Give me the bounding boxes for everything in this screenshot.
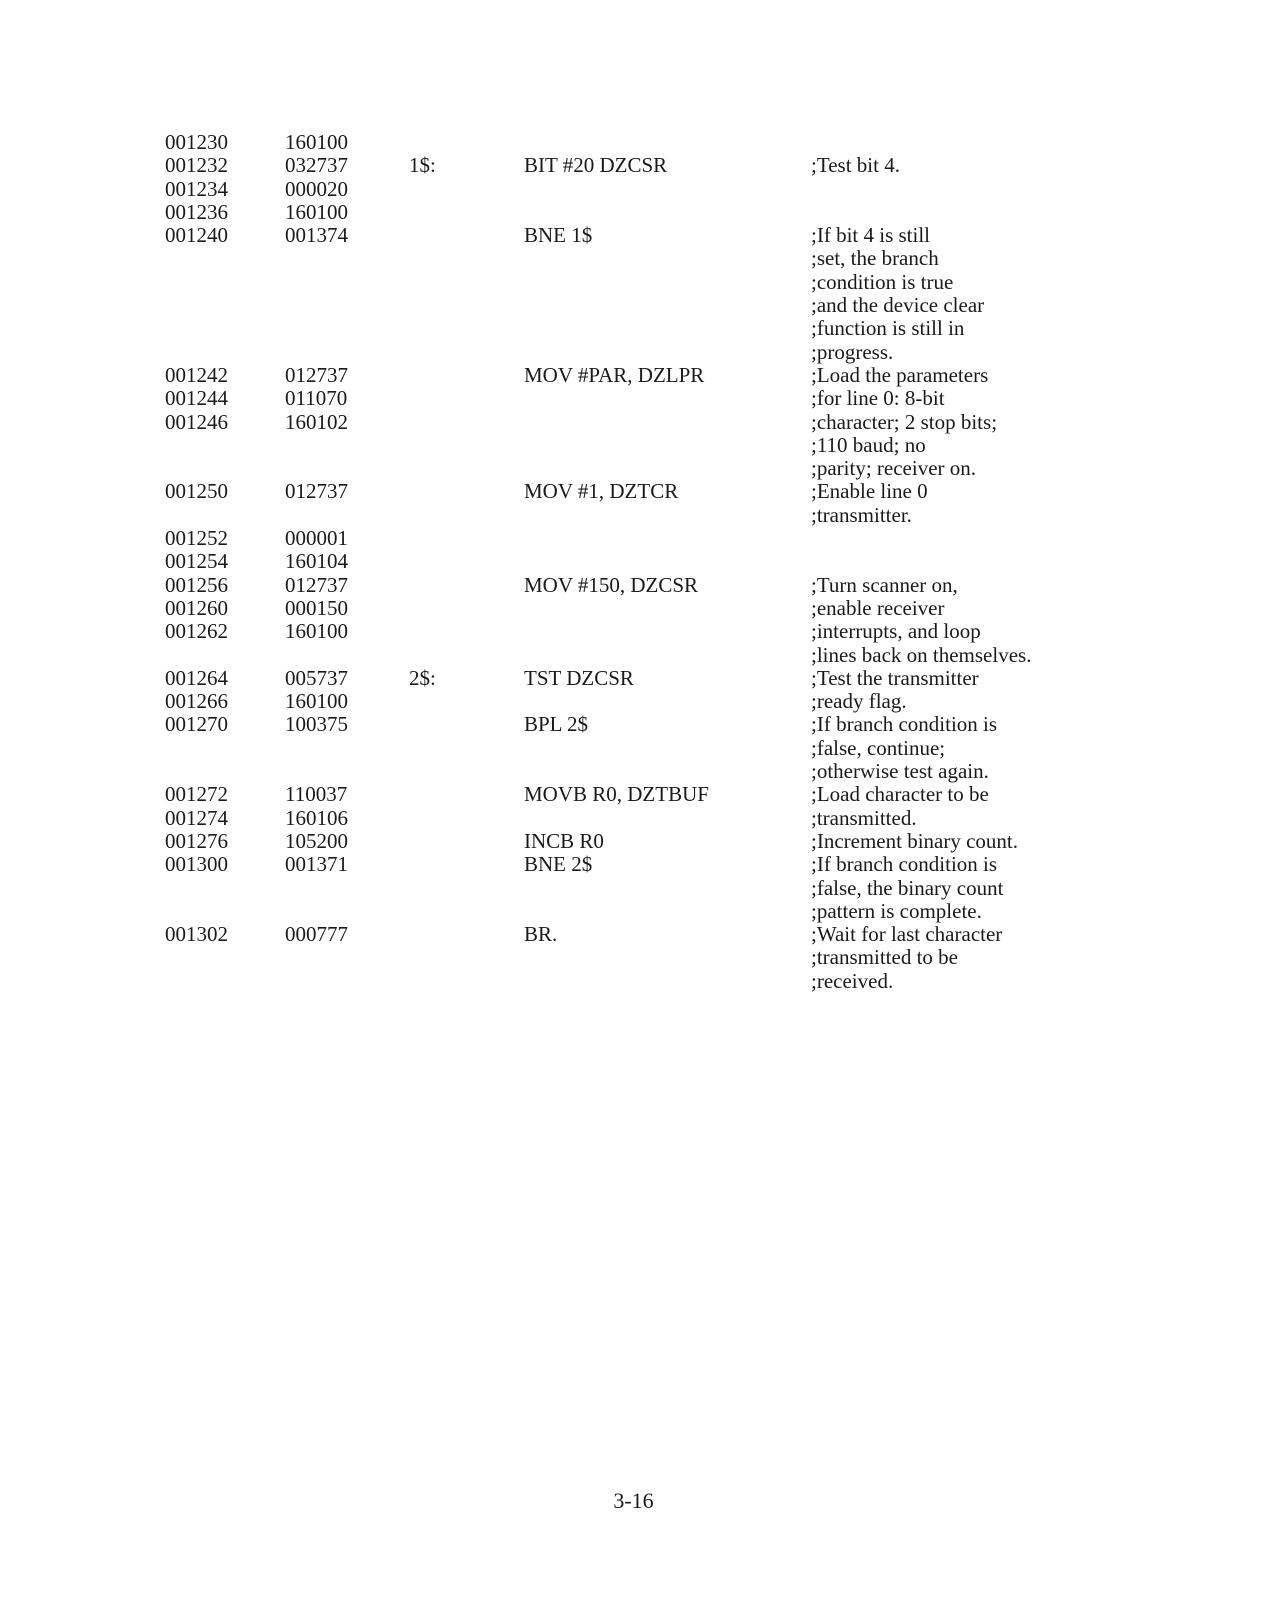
comment-cell: ;Load the parameters: [811, 362, 989, 387]
address-cell: 001256: [165, 572, 228, 597]
listing-row: [165, 201, 1245, 224]
page-number: 3-16: [613, 1488, 654, 1513]
listing-row: [165, 154, 1245, 177]
octal-word-cell: 160104: [285, 549, 348, 574]
instruction-cell: INCB R0: [524, 828, 604, 853]
address-cell: 001236: [165, 199, 228, 224]
address-cell: 001252: [165, 526, 228, 551]
comment-cell: ;Load character to be: [811, 782, 989, 807]
listing-row: [165, 224, 1245, 247]
comment-cell: ;received.: [811, 968, 894, 993]
listing-row: [165, 807, 1245, 830]
octal-word-cell: 000150: [285, 595, 348, 620]
listing-row: [165, 131, 1245, 154]
address-cell: 001262: [165, 619, 228, 644]
octal-word-cell: 160106: [285, 805, 348, 830]
octal-word-cell: 012737: [285, 479, 348, 504]
listing-row: [165, 737, 1245, 760]
comment-cell: ;false, the binary count: [811, 875, 1004, 900]
listing-row: [165, 900, 1245, 923]
comment-cell: ;transmitted to be: [811, 945, 958, 970]
listing-row: [165, 317, 1245, 340]
octal-word-cell: 012737: [285, 362, 348, 387]
listing-row: [165, 434, 1245, 457]
listing-row: [165, 597, 1245, 620]
listing-row: [165, 480, 1245, 503]
comment-cell: ;110 baud; no: [811, 432, 926, 457]
octal-word-cell: 000001: [285, 526, 348, 551]
comment-cell: ;for line 0: 8-bit: [811, 386, 945, 411]
comment-cell: ;parity; receiver on.: [811, 456, 977, 481]
address-cell: 001240: [165, 223, 228, 248]
instruction-cell: MOV #150, DZCSR: [524, 572, 699, 597]
comment-cell: ;Test the transmitter: [811, 665, 979, 690]
comment-cell: ;Wait for last character: [811, 922, 1003, 947]
comment-cell: ;and the device clear: [811, 293, 985, 318]
listing-row: [165, 550, 1245, 573]
listing-row: [165, 667, 1245, 690]
comment-cell: ;If branch condition is: [811, 852, 998, 877]
octal-word-cell: 000777: [285, 922, 348, 947]
octal-word-cell: 160100: [285, 130, 348, 154]
instruction-cell: MOVB R0, DZTBUF: [524, 782, 709, 807]
instruction-cell: TST DZCSR: [524, 665, 634, 690]
listing-row: [165, 970, 1245, 993]
listing-row: [165, 853, 1245, 876]
listing-row: [165, 620, 1245, 643]
label-cell: 2$:: [409, 665, 436, 690]
comment-cell: ;pattern is complete.: [811, 898, 982, 923]
address-cell: 001266: [165, 689, 228, 714]
address-cell: 001234: [165, 176, 228, 201]
listing-row: [165, 341, 1245, 364]
comment-cell: ;transmitted.: [811, 805, 917, 830]
listing-row: [165, 411, 1245, 434]
address-cell: 001300: [165, 852, 228, 877]
octal-word-cell: 032737: [285, 153, 348, 178]
comment-cell: ;enable receiver: [811, 595, 945, 620]
comment-cell: ;If bit 4 is still: [811, 223, 931, 248]
octal-word-cell: 012737: [285, 572, 348, 597]
address-cell: 001232: [165, 153, 228, 178]
listing-row: [165, 877, 1245, 900]
assembly-listing: [165, 131, 1245, 993]
comment-cell: ;condition is true: [811, 269, 954, 294]
octal-word-cell: 105200: [285, 828, 348, 853]
address-cell: 001250: [165, 479, 228, 504]
listing-row: [165, 271, 1245, 294]
address-cell: 001246: [165, 409, 228, 434]
address-cell: 001276: [165, 828, 228, 853]
address-cell: 001302: [165, 922, 228, 947]
octal-word-cell: 005737: [285, 665, 348, 690]
address-cell: 001244: [165, 386, 228, 411]
octal-word-cell: 001371: [285, 852, 348, 877]
address-cell: 001264: [165, 665, 228, 690]
comment-cell: ;character; 2 stop bits;: [811, 409, 998, 434]
address-cell: 001270: [165, 712, 228, 737]
comment-cell: ;otherwise test again.: [811, 759, 989, 784]
listing-row: [165, 294, 1245, 317]
octal-word-cell: 160102: [285, 409, 348, 434]
instruction-cell: BNE 2$: [524, 852, 593, 877]
octal-word-cell: 160100: [285, 199, 348, 224]
address-cell: 001272: [165, 782, 228, 807]
address-cell: 001274: [165, 805, 228, 830]
listing-row: [165, 830, 1245, 853]
octal-word-cell: 100375: [285, 712, 348, 737]
address-cell: 001254: [165, 549, 228, 574]
comment-cell: ;Enable line 0: [811, 479, 928, 504]
listing-row: [165, 690, 1245, 713]
comment-cell: ;progress.: [811, 339, 894, 364]
comment-cell: ;false, continue;: [811, 735, 946, 760]
address-cell: 001260: [165, 595, 228, 620]
listing-row: [165, 923, 1245, 946]
instruction-cell: BIT #20 DZCSR: [524, 153, 668, 178]
comment-cell: ;transmitter.: [811, 502, 912, 527]
listing-row: [165, 504, 1245, 527]
octal-word-cell: 160100: [285, 689, 348, 714]
instruction-cell: BR.: [524, 922, 558, 947]
address-cell: 001242: [165, 362, 228, 387]
comment-cell: ;set, the branch: [811, 246, 939, 271]
octal-word-cell: 000020: [285, 176, 348, 201]
listing-row: [165, 760, 1245, 783]
listing-row: [165, 178, 1245, 201]
listing-row: [165, 713, 1245, 736]
listing-row: [165, 364, 1245, 387]
instruction-cell: BPL 2$: [524, 712, 588, 737]
octal-word-cell: 160100: [285, 619, 348, 644]
listing-row: [165, 527, 1245, 550]
label-cell: 1$:: [409, 153, 436, 178]
comment-cell: ;lines back on themselves.: [811, 642, 1032, 667]
comment-cell: ;Turn scanner on,: [811, 572, 958, 597]
listing-row: [165, 946, 1245, 969]
comment-cell: ;ready flag.: [811, 689, 907, 714]
comment-cell: ;If branch condition is: [811, 712, 998, 737]
instruction-cell: MOV #1, DZTCR: [524, 479, 679, 504]
comment-cell: ;Test bit 4.: [811, 153, 900, 178]
listing-row: [165, 457, 1245, 480]
comment-cell: ;Increment binary count.: [811, 828, 1019, 853]
instruction-cell: BNE 1$: [524, 223, 593, 248]
octal-word-cell: 001374: [285, 223, 348, 248]
listing-row: [165, 574, 1245, 597]
listing-row: [165, 783, 1245, 806]
comment-cell: ;interrupts, and loop: [811, 619, 981, 644]
octal-word-cell: 110037: [285, 782, 348, 807]
listing-row: [165, 247, 1245, 270]
listing-row: [165, 387, 1245, 410]
octal-word-cell: 011070: [285, 386, 348, 411]
listing-row: [165, 644, 1245, 667]
instruction-cell: MOV #PAR, DZLPR: [524, 362, 705, 387]
comment-cell: ;function is still in: [811, 316, 965, 341]
address-cell: 001230: [165, 130, 228, 154]
